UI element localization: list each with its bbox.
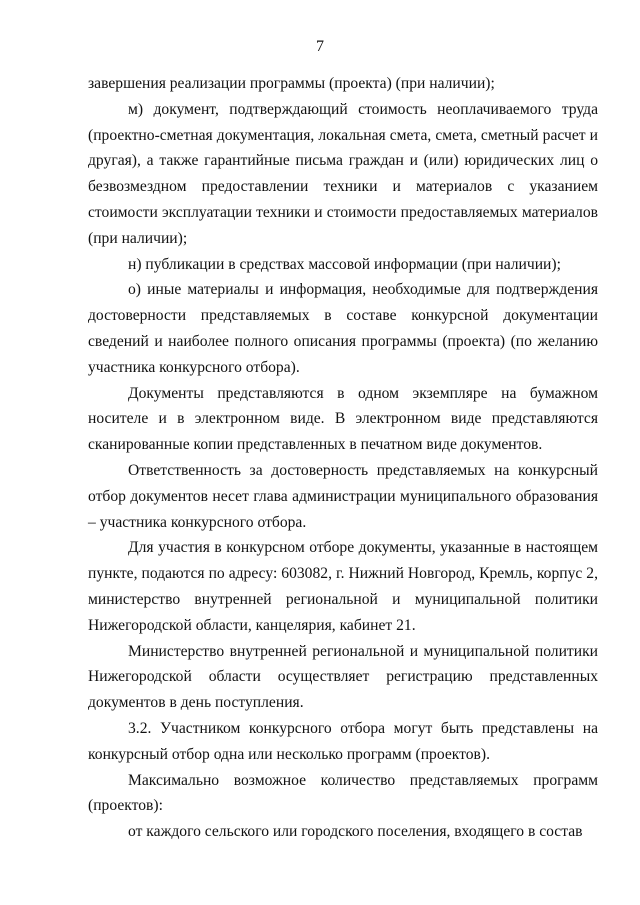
paragraph-responsibility: Ответственность за достоверность представляемых на конкурсный отбор документов несет глава администрации муниципального образования – участника конкурсного отбора. [88, 461, 598, 531]
paragraph-submission-address: Для участия в конкурсном отборе документы, указанные в настоящем пункте, подаются по адресу: 603082, г. Нижний Новгород, Кремль, корпус 2, министерство внутренней региональной и муниципальной политики Нижегородской области, канцелярия, кабинет 21. [88, 539, 598, 634]
paragraph-item-n: н) публикации в средствах массовой информации (при наличии); [128, 255, 561, 273]
paragraph-max-quantity: Максимально возможное количество представляемых программ (проектов): [88, 771, 598, 815]
paragraph-section-3-2: 3.2. Участником конкурсного отбора могут быть представлены на конкурсный отбор одна или несколько программ (проектов). [88, 719, 598, 763]
paragraph-registration: Министерство внутренней региональной и муниципальной политики Нижегородской области осуществляет регистрацию представленных документов в день поступления. [88, 642, 598, 712]
paragraph-item-o: о) иные материалы и информация, необходимые для подтверждения достоверности представляемых в составе конкурсной документации сведений и наиболее полного описания программы (проекта) (по желанию участника конкурсного отбора). [88, 281, 598, 376]
paragraph-each-settlement: от каждого сельского или городского поселения, входящего в состав [128, 823, 583, 841]
paragraph-continuation: завершения реализации программы (проекта) (при наличии); [88, 75, 495, 92]
paragraph-item-m: м) документ, подтверждающий стоимость неоплачиваемого труда (проектно-сметная документация, локальная смета, смета, сметный расчет и другая), а также гарантийные письма граждан и (или) юридических лиц о безвозмездном предоставлении техники и материалов с указанием стоимости эксплуатации техники и стоимости предоставляемых материалов (при наличии); [88, 100, 598, 247]
page-number: 7 [316, 38, 324, 55]
document-body [88, 71, 598, 845]
paragraph-documents-format: Документы представляются в одном экземпляре на бумажном носителе и в электронном виде. В электронном виде представляются сканированные копии представленных в печатном виде документов. [88, 384, 598, 454]
